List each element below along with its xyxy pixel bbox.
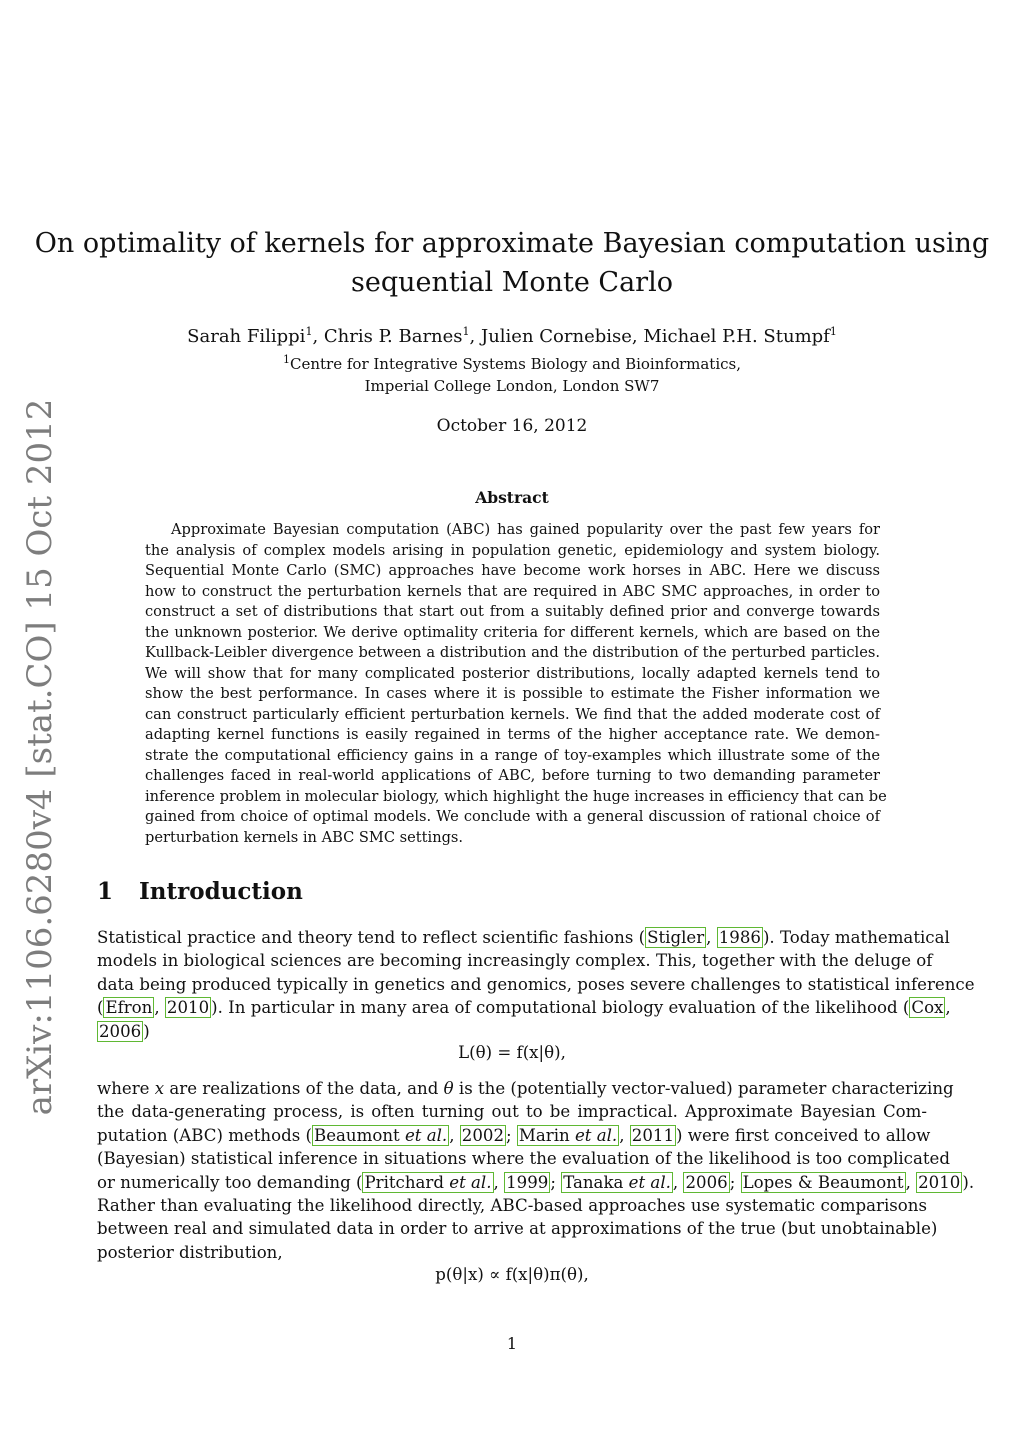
intro-paragraph-1 — [97, 926, 975, 1043]
citation-link[interactable]: Efron — [105, 998, 153, 1018]
text-span: (Bayesian) statistical inference in situations where the evaluation of the likelihood is too complicated — [97, 1149, 950, 1169]
text-span: ). Today mathematical — [762, 928, 950, 947]
text-span: ; — [550, 1172, 562, 1192]
text-span: Statistical practice and theory tend to reflect scientific fashions ( — [97, 928, 646, 947]
author-name: Chris P. Barnes — [323, 326, 463, 347]
text-span: is the (potentially vector-valued) parameter characterizing — [453, 1079, 954, 1098]
abstract-line: the analysis of complex models arising in population genetic, epidemiology and system biology. — [145, 541, 880, 559]
abstract-heading: Abstract — [475, 488, 549, 507]
paper-title-line-2: sequential Monte Carlo — [351, 267, 673, 298]
text-line — [97, 1194, 927, 1217]
abstract-line: gained from choice of optimal models. We conclude with a general discussion of rational choice of — [145, 808, 880, 825]
text-line — [97, 1147, 950, 1170]
citation-link[interactable]: 2010 — [166, 998, 210, 1018]
text-span: , — [449, 1125, 460, 1145]
text-span: ; — [506, 1125, 517, 1145]
text-span: Rather than evaluating the likelihood directly, ABC-based approaches use systematic comparisons — [97, 1196, 927, 1216]
math-symbol: x — [154, 1079, 165, 1098]
equation-likelihood: L(θ) = f(x|θ), — [458, 1043, 566, 1062]
text-span: between real and simulated data in order to arrive at approximations of the true (but unobtainable) — [97, 1219, 938, 1239]
text-line — [97, 1100, 927, 1123]
text-line — [97, 996, 951, 1019]
abstract-line: the unknown posterior. We derive optimality criteria for different kernels, which are based on the — [145, 623, 880, 641]
text-span: are realizations of the data, and — [164, 1079, 444, 1098]
abstract-line: can construct particularly efficient perturbation kernels. We find that the added moderate cost of — [145, 705, 880, 723]
page-number: 1 — [506, 1334, 518, 1353]
author-affiliation-marker: 1 — [305, 325, 313, 338]
citation-link[interactable]: Marin et al. — [518, 1125, 618, 1145]
citation-link[interactable]: Stigler — [647, 928, 705, 947]
abstract-line: challenges faced in real-world applications of ABC, before turning to two demanding parameter — [145, 767, 880, 784]
citation-link[interactable]: 1999 — [506, 1172, 549, 1192]
text-span: , — [706, 928, 717, 947]
text-span: ). — [962, 1172, 975, 1192]
abstract-line: adapting kernel functions is easily regained in terms of the higher acceptance rate. We demon- — [145, 726, 880, 743]
affiliation-marker: 1 — [283, 353, 290, 366]
citation-link[interactable]: Pritchard et al. — [364, 1172, 492, 1192]
text-span: data being produced typically in genetics and genomics, poses severe challenges to statistical inference — [97, 974, 975, 994]
text-span: or numerically too demanding ( — [97, 1172, 363, 1192]
abstract-line: Sequential Monte Carlo (SMC) approaches have become work horses in ABC. Here we discuss — [145, 562, 880, 579]
text-span: , — [905, 1172, 917, 1192]
equation-posterior: p(θ|x) ∝ f(x|θ)π(θ), — [435, 1265, 589, 1284]
text-span: where — [97, 1079, 155, 1098]
abstract-line: Approximate Bayesian computation (ABC) has gained popularity over the past few years for — [171, 521, 880, 538]
text-line — [97, 1217, 938, 1240]
author-name: Michael P.H. Stumpf — [643, 326, 830, 347]
arxiv-stamp: arXiv:1106.6280v4 [stat.CO] 15 Oct 2012 — [20, 398, 60, 1116]
citation-link[interactable]: 2006 — [685, 1172, 728, 1192]
citation-link[interactable]: 1986 — [718, 928, 761, 947]
text-line — [97, 1124, 931, 1147]
text-span: models in biological sciences are becoming increasingly complex. This, together with the deluge of — [97, 951, 933, 971]
author-list: Sarah Filippi$^1$, Chris P. Barnes$^1$, Julien Cornebise, Michael P.H. Stumpf$^1$ — [187, 325, 837, 347]
abstract-line: We will show that for many complicated posterior distributions, locally adapted kernels tend to — [145, 664, 880, 682]
citation-link[interactable]: 2011 — [631, 1125, 675, 1145]
citation-link[interactable]: Tanaka et al. — [563, 1172, 671, 1192]
text-line — [97, 926, 950, 949]
author-affiliation-marker: 1 — [462, 325, 470, 338]
text-line — [97, 973, 975, 996]
text-span: ) were first conceived to allow — [676, 1125, 931, 1145]
section-heading — [97, 878, 303, 905]
text-span: ) — [143, 1021, 150, 1041]
abstract-line: inference problem in molecular biology, which highlight the huge increases in efficiency that can be — [145, 787, 887, 805]
affiliation-line-2: Imperial College London, London SW7 — [364, 377, 660, 395]
text-span: , — [945, 998, 951, 1018]
text-line — [97, 1020, 927, 1043]
citation-link[interactable]: Beaumont et al. — [314, 1125, 448, 1145]
affiliation-text: Centre for Integrative Systems Biology and Bioinformatics, — [290, 355, 741, 373]
text-span: posterior distribution, — [97, 1242, 283, 1262]
text-line — [97, 1241, 927, 1264]
text-line — [97, 949, 933, 972]
citation-link[interactable]: Cox — [911, 998, 944, 1018]
abstract-line: show the best performance. In cases where it is possible to estimate the Fisher information we — [145, 685, 880, 702]
section-title: Introduction — [139, 878, 303, 905]
paper-title-line-1: On optimality of kernels for approximate Bayesian computation using — [34, 228, 990, 259]
author-affiliation-marker: 1 — [829, 325, 837, 338]
citation-link[interactable]: 2006 — [99, 1021, 142, 1041]
paper-date: October 16, 2012 — [436, 416, 588, 436]
abstract-line: strate the computational efficiency gains in a range of toy-examples which illustrate some of the — [145, 746, 880, 764]
citation-link[interactable]: Lopes & Beaumont — [742, 1172, 904, 1192]
text-span: putation (ABC) methods ( — [97, 1125, 312, 1145]
text-span: ( — [97, 998, 104, 1018]
text-span: ). In particular in many area of computational biology evaluation of the likelihood ( — [211, 998, 910, 1018]
abstract-line: construct a set of distributions that start out from a suitably defined prior and converge towards — [145, 603, 880, 620]
citation-link[interactable]: 2002 — [461, 1125, 504, 1145]
text-line — [97, 1171, 975, 1194]
affiliation-line-1 — [0, 353, 1024, 373]
abstract-body — [145, 520, 887, 848]
text-span: , — [672, 1172, 684, 1192]
math-symbol: θ — [443, 1079, 454, 1098]
author-name: Sarah Filippi — [187, 326, 306, 347]
text-span: , — [154, 998, 165, 1018]
abstract-line: Kullback-Leibler divergence between a distribution and the distribution of the perturbed particles. — [145, 644, 880, 661]
text-span: , — [619, 1125, 630, 1145]
author-name: Julien Cornebise — [480, 326, 632, 347]
section-number: 1 — [97, 878, 114, 905]
intro-paragraph-2 — [97, 1077, 975, 1264]
text-span: the data-generating process, is often turning out to be impractical. Approximate Bayesian Com- — [97, 1102, 927, 1122]
text-span: ; — [729, 1172, 741, 1192]
abstract-line: how to construct the perturbation kernels that are required in ABC SMC approaches, in order to — [145, 582, 880, 600]
abstract-line: perturbation kernels in ABC SMC settings. — [145, 828, 464, 846]
text-span: , — [493, 1172, 505, 1192]
text-line — [97, 1077, 954, 1100]
citation-link[interactable]: 2010 — [918, 1172, 961, 1192]
